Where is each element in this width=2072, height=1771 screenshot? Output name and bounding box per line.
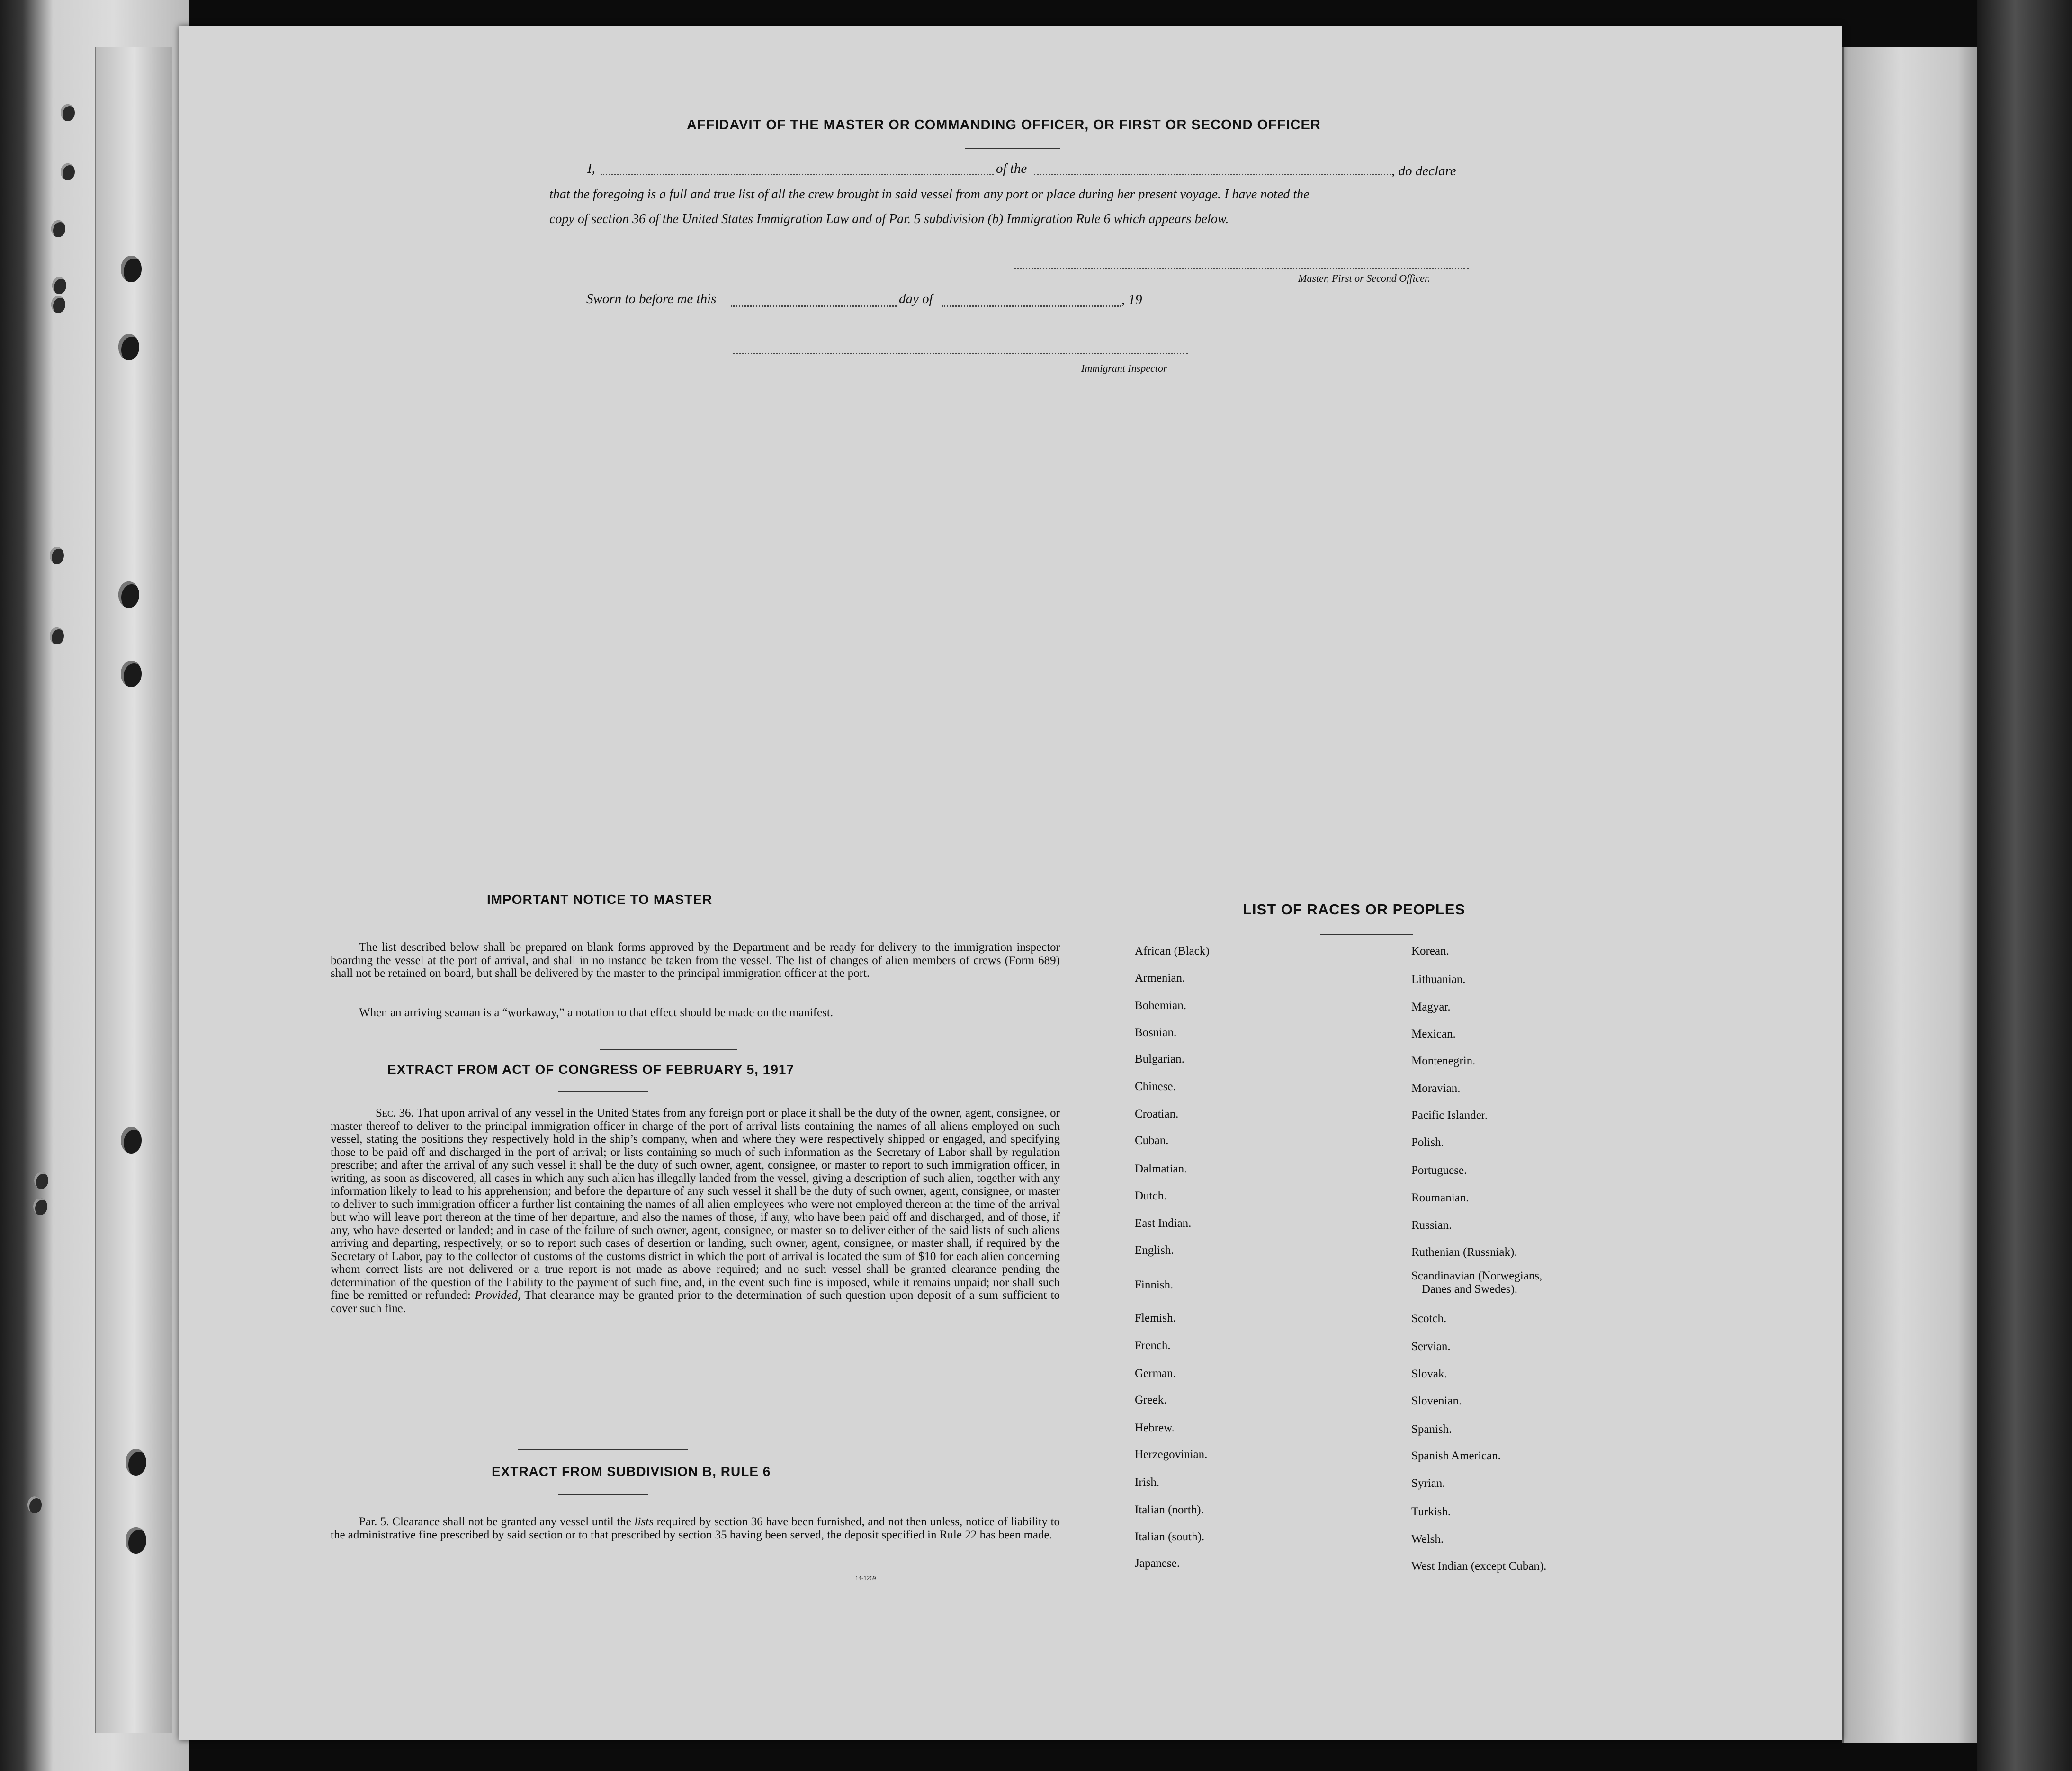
binder-hole — [50, 627, 64, 644]
race-right-15: Slovak. — [1411, 1368, 1447, 1380]
binder-hole — [121, 256, 142, 282]
provided-word: Provided, — [475, 1289, 521, 1302]
inspector-caption: Immigrant Inspector — [1081, 362, 1167, 374]
inspector-signature-line — [733, 353, 1188, 354]
sworn-text: Sworn to before me this — [586, 291, 717, 306]
binder-hole — [27, 1496, 42, 1513]
race-right-5: Moravian. — [1411, 1082, 1461, 1095]
race-left-19: Irish. — [1135, 1476, 1160, 1489]
binder-hole — [126, 1527, 146, 1554]
binder-hole — [121, 1127, 142, 1154]
race-right-18: Spanish American. — [1411, 1449, 1501, 1462]
race-right-19: Syrian. — [1411, 1477, 1445, 1490]
section-label: Sec. 36. — [376, 1107, 414, 1119]
year-text: , 19 — [1121, 292, 1142, 307]
notice-p2-text: When an arriving seaman is a “workaway,” a notation to that effect should be made on the manifest. — [359, 1006, 834, 1019]
binder-hole — [61, 163, 75, 180]
race-left-7: Cuban. — [1135, 1134, 1169, 1147]
race-right-16: Slovenian. — [1411, 1395, 1462, 1407]
master-caption: Master, First or Second Officer. — [1298, 272, 1430, 284]
document-page — [179, 26, 1842, 1740]
race-right-12-block — [1411, 1270, 1542, 1296]
race-left-0: African (Black) — [1135, 945, 1210, 957]
races-rule — [1320, 934, 1413, 935]
race-right-13: Scotch. — [1411, 1312, 1447, 1325]
notice-p1-text: The list described below shall be prepared on blank forms approved by the Department and be ready for delivery to the immigration inspector boarding the vessel at the port of arrival, and shall in no instance be taken from the vessel. The list of changes of alien members of crews (Form 689) shall not be retained on board, but shall be delivered by the master to the principal immigration officer at the port. — [331, 941, 1060, 980]
vessel-blank — [1034, 174, 1391, 175]
binder-right-edge — [1977, 0, 2072, 1771]
par5-post: required by section 36 have been furnished, and not then unless, notice of liability to the administrative fine prescribed by said section or to that prescribed by section 35 having been served, the deposit specified in Rule 22 has been made. — [331, 1515, 1060, 1541]
affidavit-i: I, — [587, 161, 595, 176]
race-left-6: Croatian. — [1135, 1108, 1179, 1120]
sworn-date-blank — [731, 305, 897, 307]
race-left-14: French. — [1135, 1339, 1171, 1352]
race-left-17: Hebrew. — [1135, 1422, 1175, 1434]
affidavit-of-the: of the — [996, 161, 1027, 176]
binder-hole — [34, 1172, 48, 1189]
race-right-4: Montenegrin. — [1411, 1055, 1476, 1067]
race-right-9: Roumanian. — [1411, 1191, 1469, 1204]
race-left-10: East Indian. — [1135, 1217, 1192, 1230]
race-right-6: Pacific Islander. — [1411, 1109, 1488, 1122]
race-right-20: Turkish. — [1411, 1505, 1451, 1518]
race-left-16: Greek. — [1135, 1394, 1167, 1406]
binder-hole — [118, 581, 139, 608]
race-right-12: Scandinavian (Norwegians, — [1411, 1270, 1543, 1282]
binder-right-strip — [1842, 47, 1986, 1743]
race-right-11: Ruthenian (Russniak). — [1411, 1246, 1517, 1259]
race-left-11: English. — [1135, 1244, 1174, 1257]
form-number: 14-1269 — [855, 1574, 876, 1582]
race-left-9: Dutch. — [1135, 1190, 1167, 1202]
race-left-3: Bosnian. — [1135, 1026, 1177, 1039]
race-left-1: Armenian. — [1135, 972, 1185, 984]
par5-pre: Par. 5. Clearance shall not be granted any vessel until the — [359, 1515, 631, 1528]
par-5-text — [331, 1515, 1060, 1541]
race-left-15: German. — [1135, 1367, 1176, 1380]
race-right-10: Russian. — [1411, 1219, 1452, 1232]
race-left-21: Italian (south). — [1135, 1530, 1205, 1543]
binder-hole — [61, 104, 75, 121]
race-left-12: Finnish. — [1135, 1279, 1174, 1291]
race-left-8: Dalmatian. — [1135, 1163, 1187, 1175]
month-blank — [942, 305, 1121, 307]
master-signature-line — [1014, 268, 1469, 269]
race-right-12-cont: Danes and Swedes). — [1422, 1283, 1518, 1296]
race-left-4: Bulgarian. — [1135, 1053, 1184, 1065]
race-right-1: Lithuanian. — [1411, 973, 1466, 986]
race-right-17: Spanish. — [1411, 1423, 1452, 1436]
section-body-end: That clearance may be granted prior to the determination of such question upon deposit of a sum sufficient to cover such fine. — [331, 1289, 1060, 1315]
extract-act-title: EXTRACT FROM ACT OF CONGRESS OF FEBRUARY 5, 1917 — [387, 1062, 795, 1077]
notice-rule — [600, 1049, 737, 1050]
notice-paragraph-2 — [331, 1006, 1060, 1020]
binder-hole — [118, 334, 139, 360]
extract-act-end-rule — [518, 1449, 688, 1450]
name-blank — [601, 174, 994, 175]
race-left-5: Chinese. — [1135, 1080, 1176, 1093]
race-left-13: Flemish. — [1135, 1312, 1176, 1324]
binder-hole — [50, 547, 64, 564]
extract-rule-rule — [558, 1494, 648, 1495]
par5-lists: lists — [634, 1515, 654, 1528]
binder-hole — [51, 296, 65, 313]
notice-paragraph-1 — [331, 941, 1060, 980]
race-right-14: Servian. — [1411, 1340, 1451, 1353]
affidavit-line3: copy of section 36 of the United States Immigration Law and of Par. 5 subdivision (b) Immigration Rule 6 which appears below. — [549, 212, 1229, 226]
races-title: LIST OF RACES OR PEOPLES — [1243, 901, 1466, 918]
race-right-0: Korean. — [1411, 945, 1449, 957]
extract-rule-title: EXTRACT FROM SUBDIVISION B, RULE 6 — [492, 1464, 771, 1479]
race-right-2: Magyar. — [1411, 1001, 1451, 1013]
race-right-21: Welsh. — [1411, 1533, 1444, 1546]
section-36-text — [331, 1107, 1060, 1315]
race-right-8: Portuguese. — [1411, 1164, 1467, 1177]
binder-hole — [33, 1198, 47, 1215]
race-right-7: Polish. — [1411, 1136, 1444, 1149]
extract-act-rule — [558, 1091, 648, 1092]
race-right-22: West Indian (except Cuban). — [1411, 1560, 1547, 1573]
affidavit-title: AFFIDAVIT OF THE MASTER OR COMMANDING OFFICER, OR FIRST OR SECOND OFFICER — [687, 117, 1321, 133]
race-left-2: Bohemian. — [1135, 999, 1187, 1012]
notice-title: IMPORTANT NOTICE TO MASTER — [487, 892, 713, 907]
race-left-20: Italian (north). — [1135, 1503, 1204, 1516]
race-left-22: Japanese. — [1135, 1557, 1180, 1570]
binder-hole — [121, 661, 142, 687]
affidavit-declare: , do declare — [1391, 163, 1456, 179]
title-rule — [965, 148, 1060, 149]
day-of-text: day of — [899, 291, 933, 306]
binder-hole — [52, 277, 66, 294]
section-body: That upon arrival of any vessel in the United States from any foreign port or place it shall be the duty of the owner, agent, consignee, or master thereof to deliver to the principal immigration officer in charge of the port of arrival lists containing the names of all aliens employed on such vessel, stating the positions they respectively hold in the ship’s company, when and where they were respectively shipped or engaged, and specifying those to be paid off and discharged in the port of arrival; or lists containing so much of such information as the Secretary of Labor shall by regulation prescribe; and after the arrival of any such vessel it shall be the duty of such owner, agent, consignee, or master to report to such immigration officer, in writing, as soon as discovered, all cases in which any such alien has illegally landed from the vessel, giving a description of such alien, together with any information likely to lead to his apprehension; and before the departure of any such vessel it shall be the duty of such owner, agent, consignee, or master to deliver to such immigration officer a further list containing the names of all alien employees who were not employed thereon at the time of the arrival but who will leave port thereon at the time of her departure, and also the names of those, if any, who have been paid off and discharged, and of those, if any, who have deserted or landed; and in case of the failure of such owner, agent, consignee, or master so to deliver either of the said lists of such aliens arriving and departing, respectively, or so to report such cases of desertion or landing, such owner, agent, consignee, or master shall, if required by the Secretary of Labor, pay to the collector of customs of the customs district in which the port of arrival is located the sum of $10 for each alien concerning whom correct lists are not delivered or a true report is not made as above required; and no such vessel shall be granted clearance pending the determination of the question of the liability to the payment of such fine, and, in the event such fine is imposed, while it remains unpaid; nor shall such fine be remitted or refunded: — [331, 1107, 1060, 1302]
race-left-18: Herzegovinian. — [1135, 1448, 1208, 1461]
affidavit-line2: that the foregoing is a full and true list of all the crew brought in said vessel from any port or place during her present voyage. I have noted the — [549, 187, 1310, 202]
race-right-3: Mexican. — [1411, 1028, 1456, 1040]
binder-hole — [51, 220, 65, 237]
binder-hole — [126, 1449, 146, 1476]
